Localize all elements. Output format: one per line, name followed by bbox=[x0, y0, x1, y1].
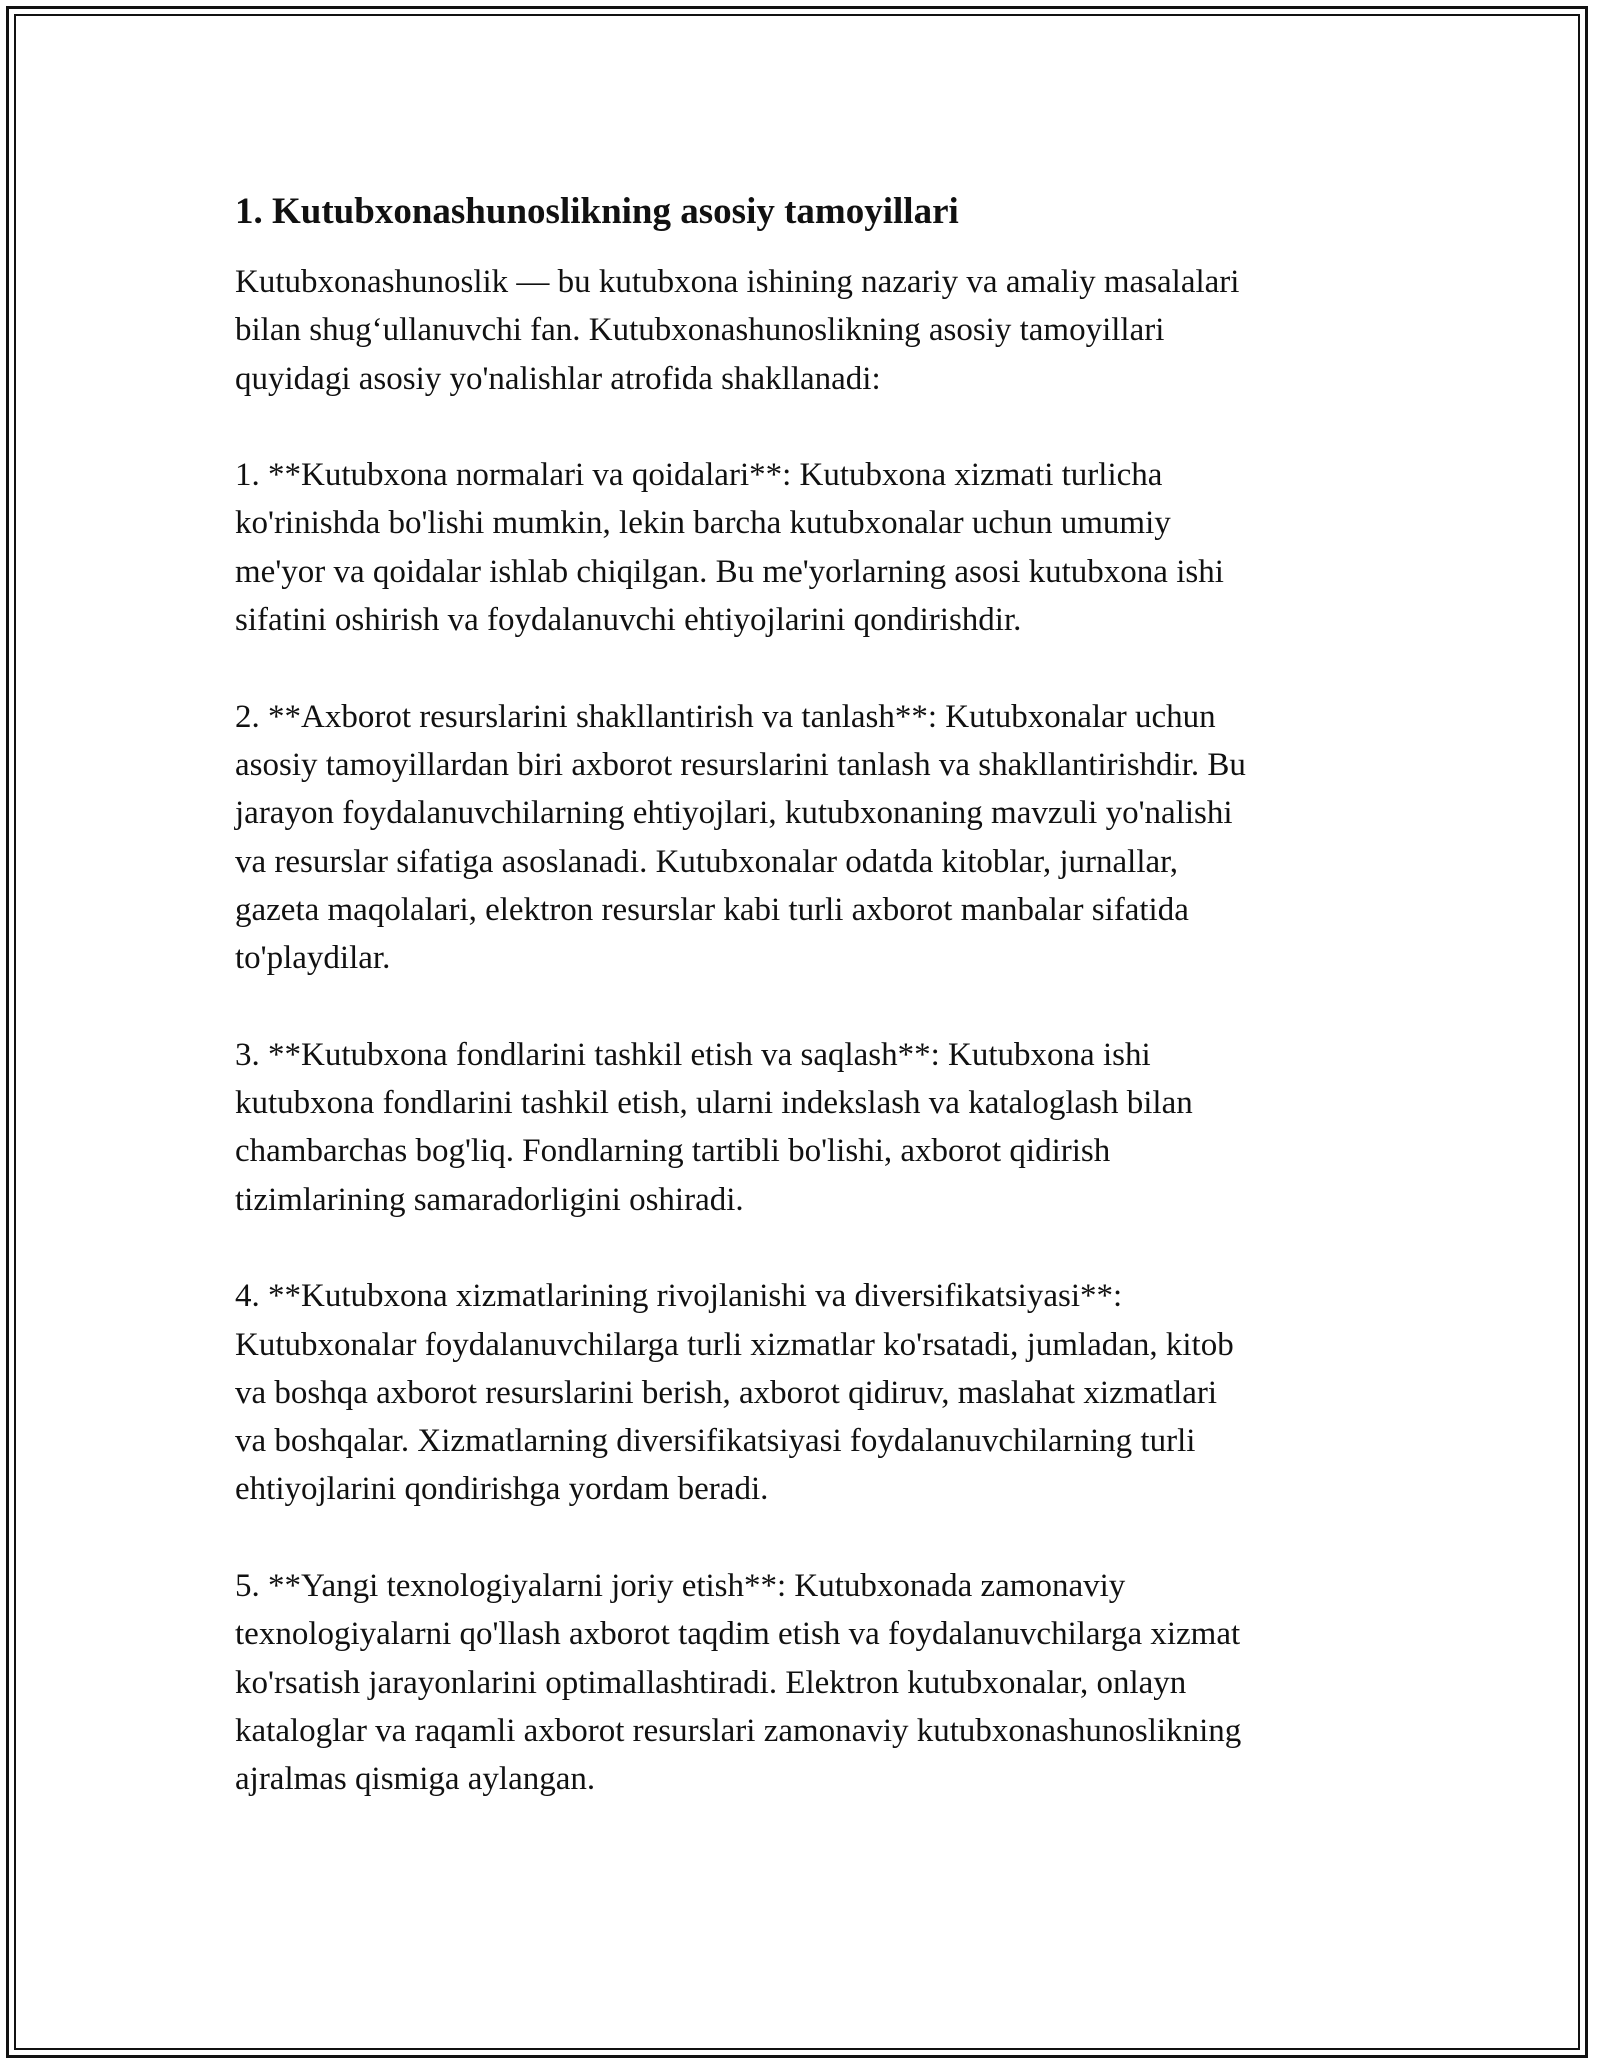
text-line: chambarchas bog'liq. Fondlarning tartibli bo'lishi, axborot qidirish bbox=[235, 1133, 1111, 1170]
document-body bbox=[235, 188, 1375, 1852]
text-line: jarayon foydalanuvchilarning ehtiyojlari, kutubxonaning mavzuli yo'nalishi bbox=[235, 795, 1233, 832]
text-line: kataloglar va raqamli axborot resurslari zamonaviy kutubxonashunoslikning bbox=[235, 1712, 1242, 1749]
text-line: to'playdilar. bbox=[235, 940, 391, 977]
principle-1-paragraph bbox=[235, 451, 1375, 644]
text-line: 1. **Kutubxona normalari va qoidalari**: Kutubxona xizmati turlicha bbox=[235, 457, 1163, 494]
text-line: va boshqa axborot resurslarini berish, axborot qidiruv, maslahat xizmatlari bbox=[235, 1374, 1218, 1411]
text-line: texnologiyalarni qo'llash axborot taqdim etish va foydalanuvchilarga xizmat bbox=[235, 1616, 1241, 1653]
text-line: sifatini oshirish va foydalanuvchi ehtiyojlarini qondirishdir. bbox=[235, 602, 1022, 639]
principle-3-paragraph bbox=[235, 1031, 1375, 1224]
text-line: 4. **Kutubxona xizmatlarining rivojlanishi va diversifikatsiyasi**: bbox=[235, 1278, 1123, 1315]
text-line: quyidagi asosiy yo'nalishlar atrofida shakllanadi: bbox=[235, 360, 881, 397]
text-line: va resurslar sifatiga asoslanadi. Kutubxonalar odatda kitoblar, jurnallar, bbox=[235, 843, 1179, 880]
principle-2-paragraph bbox=[235, 693, 1375, 983]
document-title: 1. Kutubxonashunoslikning asosiy tamoyillari bbox=[235, 191, 959, 232]
text-line: ko'rsatish jarayonlarini optimallashtiradi. Elektron kutubxonalar, onlayn bbox=[235, 1664, 1187, 1701]
text-line: ehtiyojlarini qondirishga yordam beradi. bbox=[235, 1471, 769, 1508]
text-line: gazeta maqolalari, elektron resurslar kabi turli axborot manbalar sifatida bbox=[235, 891, 1189, 928]
text-line: ko'rinishda bo'lishi mumkin, lekin barcha kutubxonalar uchun umumiy bbox=[235, 505, 1171, 542]
text-line: Kutubxonashunoslik — bu kutubxona ishining nazariy va amaliy masalalari bbox=[235, 264, 1240, 300]
text-line: va boshqalar. Xizmatlarning diversifikatsiyasi foydalanuvchilarning turli bbox=[235, 1423, 1196, 1460]
text-line: 2. **Axborot resurslarini shakllantirish va tanlash**: Kutubxonalar uchun bbox=[235, 698, 1216, 735]
text-line: bilan shug‘ullanuvchi fan. Kutubxonashunoslikning asosiy tamoyillari bbox=[235, 312, 1165, 349]
text-line: kutubxona fondlarini tashkil etish, ularni indekslash va kataloglash bilan bbox=[235, 1085, 1193, 1122]
principle-5-paragraph bbox=[235, 1562, 1375, 1803]
text-line: Kutubxonalar foydalanuvchilarga turli xizmatlar ko'rsatadi, jumladan, kitob bbox=[235, 1326, 1234, 1363]
text-line: 3. **Kutubxona fondlarini tashkil etish va saqlash**: Kutubxona ishi bbox=[235, 1036, 1151, 1073]
text-line: 5. **Yangi texnologiyalarni joriy etish**: Kutubxonada zamonaviy bbox=[235, 1568, 1126, 1605]
text-line: asosiy tamoyillardan biri axborot resurslarini tanlash va shakllantirishdir. Bu bbox=[235, 746, 1246, 783]
intro-paragraph bbox=[235, 258, 1375, 403]
principle-4-paragraph bbox=[235, 1272, 1375, 1513]
text-line: me'yor va qoidalar ishlab chiqilgan. Bu me'yorlarning asosi kutubxona ishi bbox=[235, 553, 1224, 590]
text-line: tizimlarining samaradorligini oshiradi. bbox=[235, 1181, 744, 1218]
text-line: ajralmas qismiga aylangan. bbox=[235, 1761, 596, 1798]
